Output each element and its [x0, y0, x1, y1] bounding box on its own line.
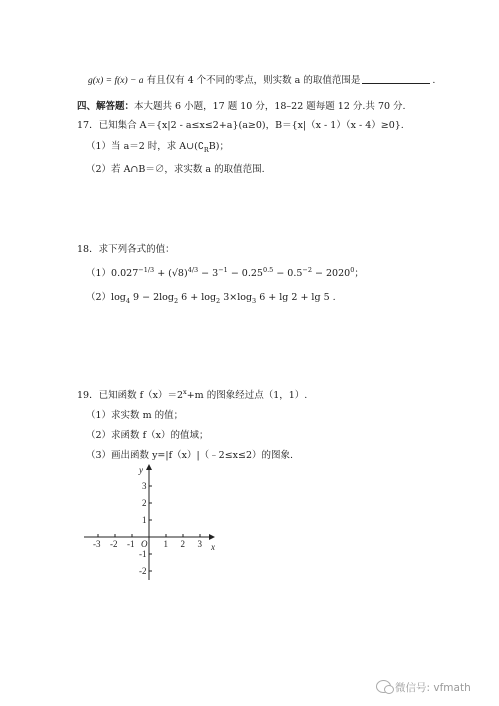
- section-title: 四、解答题：: [77, 101, 135, 112]
- x-ticks: [93, 534, 203, 549]
- fill-blank-line: g(x) = f(x) − a 有且仅有 4 个不同的零点，则实数 a 的取值范围是 .: [88, 75, 436, 86]
- question-19-part-1: （1）求实数 m 的值；: [86, 410, 184, 421]
- question-19-part-3: （3）画出函数 y=|f（x）|（﹣2≤x≤2）的图象.: [86, 450, 294, 461]
- coordinate-grid: [80, 462, 220, 582]
- question-18-part-2: $(2)\log_4$ $9 - 2\log_2$ $6 + \log_2 3\times\log_3$ 6 + lg 2 + lg 5 .: [86, 292, 336, 305]
- x-tick-label: -1: [127, 539, 135, 549]
- origin-label: O: [141, 539, 148, 549]
- question-17-part-2: （2）若 A∩B＝∅，求实数 a 的取值范围.: [86, 164, 265, 175]
- x-tick-label: 3: [197, 539, 202, 549]
- question-18-stem: 18．求下列各式的值：: [77, 244, 175, 255]
- fill-blank-text: 有且仅有 4 个不同的零点，则实数 a 的取值范围是: [143, 75, 361, 86]
- question-17-stem: 17．已知集合 A＝{x|2 - a≤x≤2+a}(a≥0)，B＝{x|（x - 1）（x - 4）≥0}.: [77, 120, 404, 131]
- section-heading: [77, 101, 406, 112]
- y-tick-label: -2: [139, 566, 147, 576]
- x-tick-label: 2: [180, 539, 185, 549]
- answer-blank: [362, 83, 430, 84]
- question-19-part-2: （2）求函数 f（x）的值域；: [86, 430, 209, 441]
- y-tick-label: 1: [142, 515, 147, 525]
- y-axis-label: y: [139, 465, 143, 475]
- x-axis-label: x: [211, 542, 215, 552]
- y-tick-label: -1: [139, 549, 147, 559]
- section-description: 本大题共 6 小题，17 题 10 分，18–22 题每题 12 分.共 70 分.: [134, 101, 406, 112]
- question-17-part-1: （1）当 a＝2 时，求 $A\cup(∁_RB)$；: [86, 141, 229, 154]
- function-g-expression: g(x) = f(x) − a: [88, 76, 144, 86]
- y-tick-label: 3: [142, 481, 147, 491]
- question-18-part-1: $(1)0.027^{-1/3} + (√8)^{4/3} - 3^{-1} - 0.25^{0.5} - 0.5^{-2} - 2020^0$；: [86, 265, 364, 279]
- y-tick-label: 2: [142, 498, 147, 508]
- y-ticks: [139, 481, 152, 576]
- x-tick-label: -2: [110, 539, 118, 549]
- watermark: 微信号: vfmath: [376, 680, 471, 695]
- x-tick-label: -3: [93, 539, 101, 549]
- wechat-icon: [376, 680, 391, 693]
- question-19-stem: 19．已知函数 $f(x)=2^x+m$ 的图象经过点（1，1）.: [77, 387, 308, 401]
- x-tick-label: 1: [163, 539, 168, 549]
